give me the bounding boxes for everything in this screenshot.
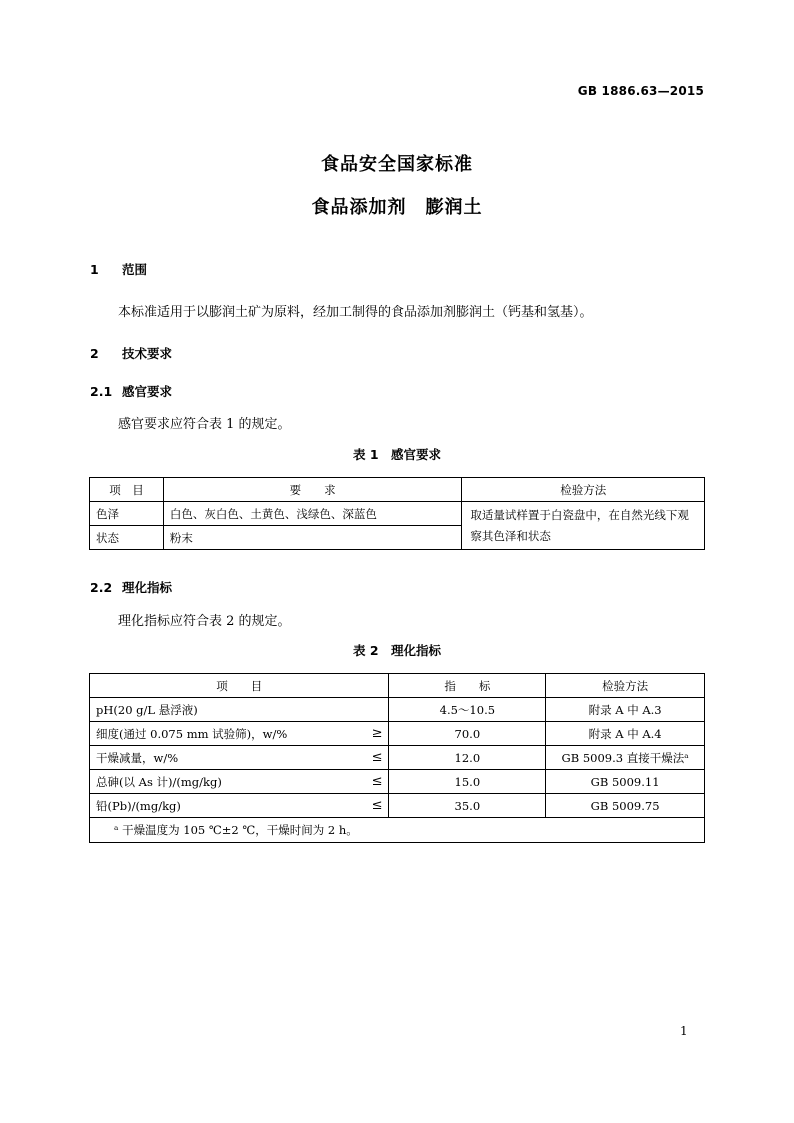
section-2-1-heading [90,382,172,400]
section-2-2-text: 理化指标应符合表 2 的规定。 [118,614,291,629]
item-label: 干燥减量，w/% [96,750,179,765]
table-1 [89,477,705,550]
header-cell: 项 目 [90,674,389,698]
method-cell: 取适量试样置于白瓷盘中，在自然光线下观察其色泽和状态 [462,502,705,550]
value-cell: 15.0 [389,770,546,794]
item-cell [90,746,389,770]
table-2-caption: 表 2 理化指标 [352,643,442,658]
section-2-2-heading [90,578,172,596]
standard-code: GB 1886.63—2015 [577,84,704,98]
item-cell [90,794,389,818]
item-cell: 状态 [90,526,164,550]
page-number: 1 [680,1024,688,1038]
table-2 [89,673,705,843]
header-cell: 指 标 [389,674,546,698]
section-2-heading [90,344,172,362]
comparison-sign: ≤ [371,797,383,813]
table-row [90,746,705,770]
item-label: pH(20 g/L 悬浮液) [96,702,198,717]
comparison-sign: ≤ [371,749,383,765]
method-cell: 附录 A 中 A.4 [546,722,705,746]
requirement-cell: 粉末 [163,526,461,550]
header-cell: 检验方法 [462,478,705,502]
section-1-text: 本标准适用于以膨润土矿为原料，经加工制得的食品添加剂膨润土（钙基和氢基）。 [118,305,593,320]
header-cell: 检验方法 [546,674,705,698]
table-row [90,722,705,746]
item-cell [90,770,389,794]
value-cell: 12.0 [389,746,546,770]
value-cell: 4.5～10.5 [389,698,546,722]
table-row [90,698,705,722]
section-title: 感官要求 [122,384,173,399]
table-footnote-row [90,818,705,843]
comparison-sign: ≤ [371,773,383,789]
comparison-sign: ≥ [371,725,383,741]
item-label: 细度(通过 0.075 mm 试验筛)，w/% [96,726,288,741]
method-cell: 附录 A 中 A.3 [546,698,705,722]
section-1-heading [90,260,147,278]
value-cell: 35.0 [389,794,546,818]
header-cell: 项 目 [90,478,164,502]
table-header-row [90,674,705,698]
section-2-1-text: 感官要求应符合表 1 的规定。 [118,417,291,432]
section-number: 2.1 [90,384,113,399]
table-row [90,794,705,818]
value-cell: 70.0 [389,722,546,746]
table-1-caption: 表 1 感官要求 [352,447,442,462]
item-label: 总砷(以 As 计)/(mg/kg) [96,774,222,789]
section-number: 2.2 [90,580,113,595]
header-cell: 要 求 [163,478,461,502]
item-cell [90,722,389,746]
section-number: 1 [90,262,99,277]
table-footnote: ᵃ 干燥温度为 105 ℃±2 ℃，干燥时间为 2 h。 [90,818,705,843]
section-title: 技术要求 [122,346,173,361]
item-label: 铅(Pb)/(mg/kg) [96,798,181,813]
table-row [90,502,705,526]
document-subtitle: 食品添加剂 膨润土 [311,197,483,218]
method-cell: GB 5009.11 [546,770,705,794]
requirement-cell: 白色、灰白色、土黄色、浅绿色、深蓝色 [163,502,461,526]
table-header-row [90,478,705,502]
document-title: 食品安全国家标准 [321,154,473,175]
item-cell [90,698,389,722]
table-row [90,770,705,794]
section-title: 范围 [122,262,148,277]
section-number: 2 [90,346,99,361]
item-cell: 色泽 [90,502,164,526]
section-title: 理化指标 [122,580,173,595]
method-cell: GB 5009.75 [546,794,705,818]
method-cell: GB 5009.3 直接干燥法ᵃ [546,746,705,770]
